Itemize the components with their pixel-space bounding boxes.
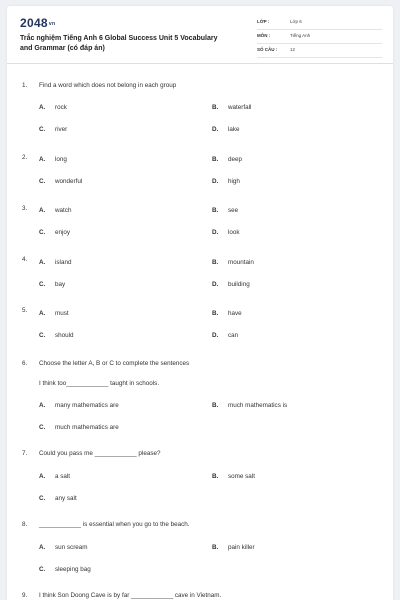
question-number: 8. [22,521,28,528]
option-c[interactable]: C. should [39,332,74,339]
option-c[interactable]: C. sleeping bag [39,566,91,573]
option-b[interactable]: B. waterfall [212,104,252,111]
question-number: 2. [22,154,28,161]
option-a[interactable]: A. many mathematics are [39,402,119,409]
option-a[interactable]: A. long [39,156,67,163]
meta-question-count: SỐ CÂU : 12 [257,44,382,58]
option-a[interactable]: A. must [39,310,69,317]
option-d[interactable]: D. building [212,281,250,288]
option-a[interactable]: A. rock [39,104,67,111]
option-b[interactable]: B. some salt [212,473,255,480]
option-a[interactable]: A. island [39,259,72,266]
option-c[interactable]: C. bay [39,281,66,288]
question-text: Choose the letter A, B or C to complete the sentences [39,360,190,367]
option-c[interactable]: C. enjoy [39,229,71,236]
worksheet-header [7,6,393,64]
question-text: Could you pass me ____________ please? [39,450,161,457]
option-d[interactable]: D. look [212,229,240,236]
page-title: Trắc nghiệm Tiếng Anh 6 Global Success Unit 5 Vocabulary and Grammar (có đáp án) [20,35,218,52]
meta-subject: MÔN : Tiếng Anh [257,30,382,44]
question-number: 7. [22,450,28,457]
question-text: ____________ is essential when you go to the beach. [39,521,190,528]
option-d[interactable]: D. can [212,332,239,339]
option-d[interactable]: D. lake [212,126,240,133]
meta-class: LỚP : Lớp 6 [257,16,382,30]
option-c[interactable]: C. river [39,126,68,133]
option-c[interactable]: C. any salt [39,495,77,502]
option-b[interactable]: B. pain killer [212,544,255,551]
option-b[interactable]: B. much mathematics is [212,402,288,409]
option-c[interactable]: C. wonderful [39,178,83,185]
question-number: 6. [22,360,28,367]
option-b[interactable]: B. deep [212,156,243,163]
option-c[interactable]: C. much mathematics are [39,424,119,431]
question-text: I think Son Doong Cave is by far ____________ cave in Vietnam. [39,592,222,599]
option-a[interactable]: A. watch [39,207,72,214]
question-sentence: I think too____________ taught in schools. [39,380,160,387]
option-a[interactable]: A. sun scream [39,544,88,551]
site-logo[interactable]: 2048vn [20,16,56,30]
option-b[interactable]: B. have [212,310,242,317]
worksheet [7,6,393,600]
question-number: 4. [22,256,28,263]
question-number: 3. [22,205,28,212]
question-number: 1. [22,82,28,89]
question-number: 9. [22,592,28,599]
option-b[interactable]: B. mountain [212,259,254,266]
question-number: 5. [22,307,28,314]
option-d[interactable]: D. high [212,178,240,185]
option-a[interactable]: A. a salt [39,473,71,480]
question-text: Find a word which does not belong in each group [39,82,177,89]
option-b[interactable]: B. see [212,207,239,214]
